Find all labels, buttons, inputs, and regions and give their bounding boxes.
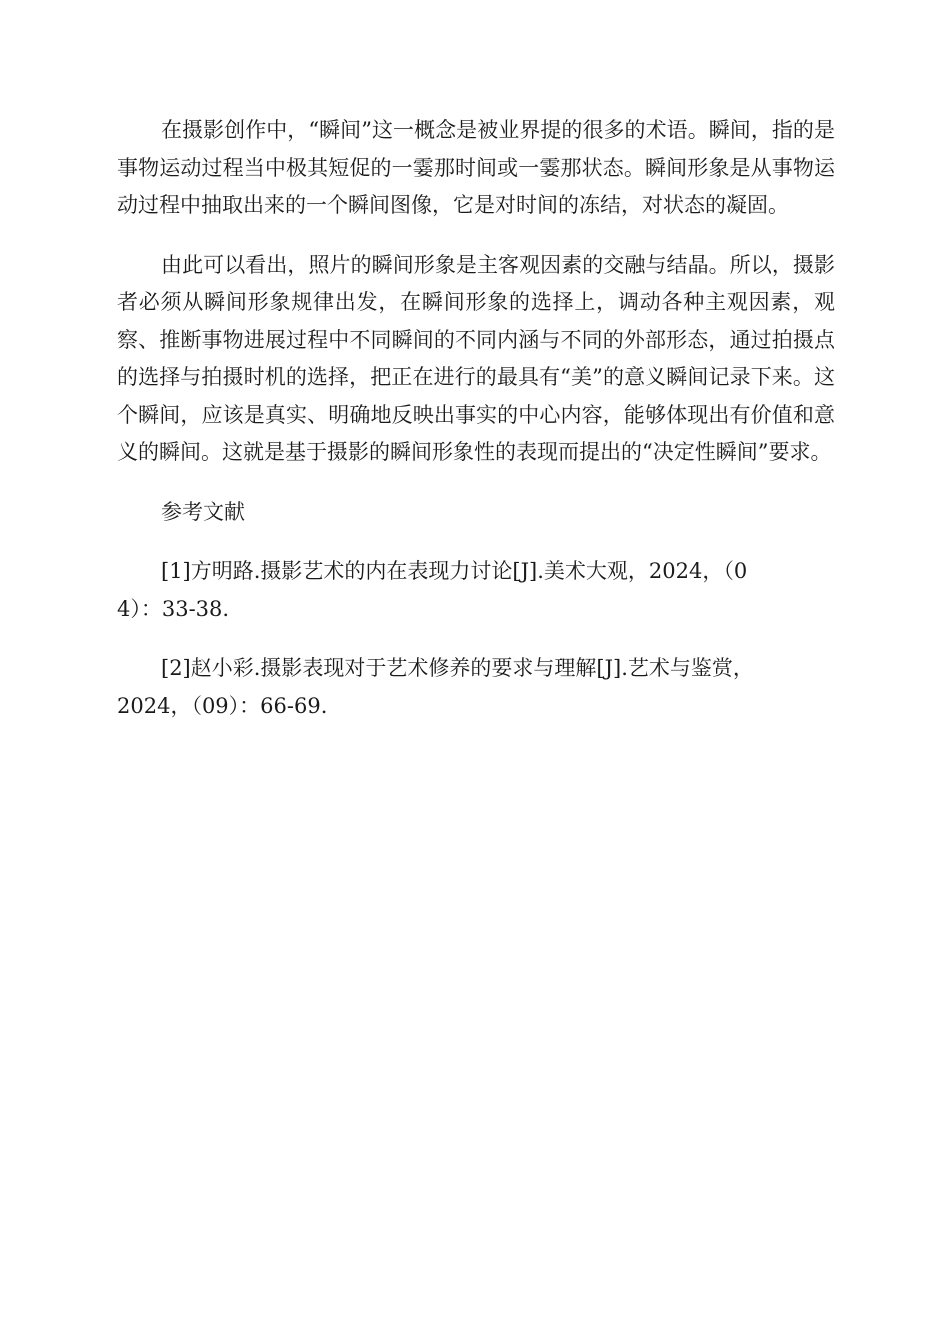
- reference-item-2: [2]赵小彩.摄影表现对于艺术修养的要求与理解[J].艺术与鉴赏，2024，（09）：66-69.: [117, 656, 754, 718]
- body-paragraph-1: 在摄影创作中，“瞬间”这一概念是被业界提的很多的术语。瞬间，指的是事物运动过程当中极其短促的一霎那时间或一霎那状态。瞬间形象是从事物运动过程中抽取出来的一个瞬间图像，它是对时间的冻结，对状态的凝固。: [117, 118, 835, 217]
- references-heading: 参考文献: [161, 499, 245, 524]
- body-paragraph-2: 由此可以看出，照片的瞬间形象是主客观因素的交融与结晶。所以，摄影者必须从瞬间形象规律出发，在瞬间形象的选择上，调动各种主观因素，观察、推断事物进展过程中不同瞬间的不同内涵与不同的外部形态，通过拍摄点的选择与拍摄时机的选择，把正在进行的最具有“美”的意义瞬间记录下来。这个瞬间，应该是真实、明确地反映出事实的中心内容，能够体现出有价值和意义的瞬间。这就是基于摄影的瞬间形象性的表现而提出的“决定性瞬间”要求。: [117, 252, 835, 464]
- reference-item-1: [1]方明路.摄影艺术的内在表现力讨论[J].美术大观，2024，（04）：33-38.: [117, 559, 748, 621]
- document-body: [117, 112, 835, 747]
